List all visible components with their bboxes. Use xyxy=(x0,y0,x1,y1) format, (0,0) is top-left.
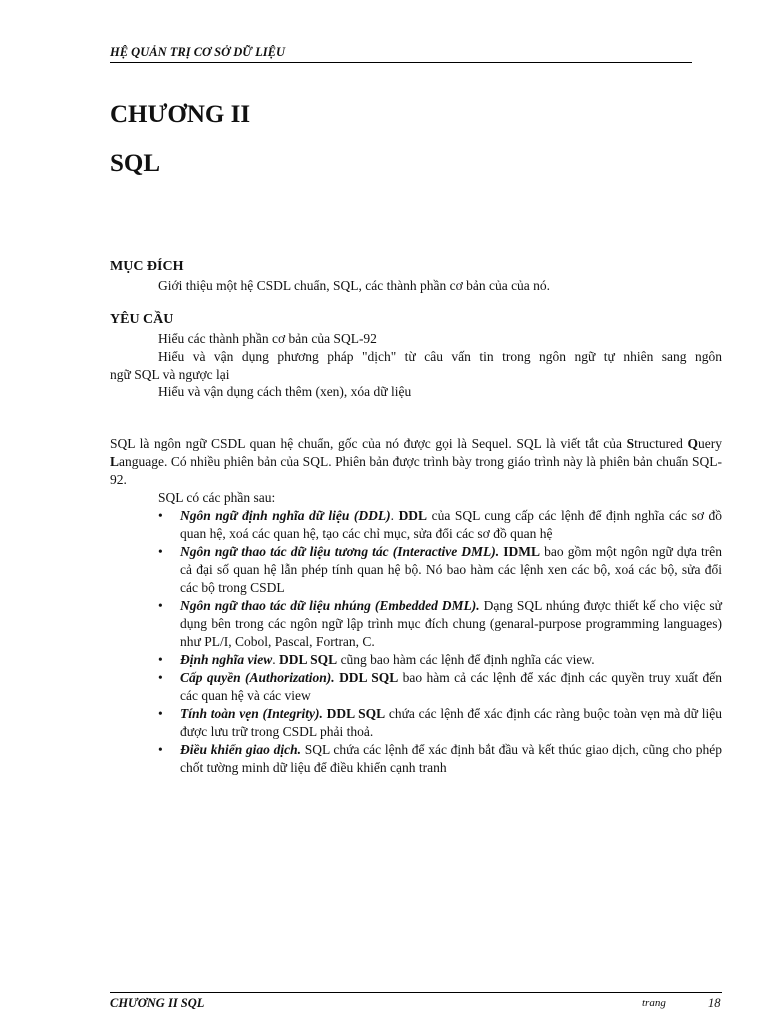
yeu-cau-heading: YÊU CẦU xyxy=(110,312,174,327)
list-item: • Cấp quyền (Authorization). DDL SQL bao hàm cả các lệnh để xác định các quyền truy xuất đến các quan hệ và các view xyxy=(158,670,722,703)
footer-page-label: trang xyxy=(642,997,666,1009)
muc-dich-text: Giới thiệu một hệ CSDL chuẩn, SQL, các thành phần cơ bản của của nó. xyxy=(158,278,551,293)
chapter-number: CHƯƠNG II xyxy=(110,101,251,128)
list-item: • Điều khiển giao dịch. SQL chứa các lệnh để xác định bắt đầu và kết thúc giao dịch, cũng cho phép chốt tường minh dữ liệu để điều khiển cạnh tranh xyxy=(158,742,722,775)
bullet-icon: • xyxy=(158,706,163,721)
bullet-icon: • xyxy=(158,742,163,757)
list-item: • Định nghĩa view. DDL SQL cũng bao hàm các lệnh để định nghĩa các view. xyxy=(158,652,595,667)
bullet-icon: • xyxy=(158,652,163,667)
list-item: • Ngôn ngữ thao tác dữ liệu tương tác (Interactive DML). IDML bao gồm một ngôn ngữ dựa trên cả đại số quan hệ lẫn phép tính quan hệ bộ. Nó bao hàm các lệnh xen các bộ, xoá các bộ, sửa đổi các bộ trong CSDL xyxy=(158,544,723,595)
list-item: • Tính toàn vẹn (Integrity). DDL SQL chứa các lệnh để xác định các ràng buộc toàn vẹn mà dữ liệu được lưu trữ trong CSDL phải thoả. xyxy=(158,706,722,739)
yeu-cau-item: Hiểu và vận dụng phương pháp "dịch" từ câu vấn tin trong ngôn ngữ tự nhiên sang ngôn xyxy=(158,349,722,364)
yeu-cau-item: Hiểu và vận dụng cách thêm (xen), xóa dữ liệu xyxy=(158,384,412,399)
list-item: • Ngôn ngữ thao tác dữ liệu nhúng (Embedded DML). Dạng SQL nhúng được thiết kế cho việc sử dụng bên trong các ngôn ngữ lập trình mục đích chung (genaral-purpose programming languages) như PL/I, Cobol, Pascal, Fortran, C. xyxy=(158,598,722,649)
bullet-icon: • xyxy=(158,508,163,523)
bullet-icon: • xyxy=(158,598,163,613)
sql-components-list xyxy=(158,507,722,777)
chapter-title: SQL xyxy=(110,150,161,177)
bullet-icon: • xyxy=(158,544,163,559)
running-header: HỆ QUẢN TRỊ CƠ SỞ DỮ LIỆU xyxy=(110,45,692,63)
intro-list-lead: SQL có các phần sau: xyxy=(158,490,276,505)
muc-dich-heading: MỤC ĐÍCH xyxy=(110,259,184,274)
page-footer xyxy=(110,992,722,1015)
footer-page-number: 18 xyxy=(708,996,721,1010)
bullet-icon: • xyxy=(158,670,163,685)
list-item: • Ngôn ngữ định nghĩa dữ liệu (DDL). DDL của SQL cung cấp các lệnh để định nghĩa các sơ đồ quan hệ, xoá các quan hệ, tạo các chỉ mục, sửa đổi các sơ đồ quan hệ xyxy=(158,508,722,541)
footer-chapter-title: CHƯƠNG II SQL xyxy=(110,996,205,1010)
intro-paragraph: SQL là ngôn ngữ CSDL quan hệ chuẩn, gốc của nó được gọi là Sequel. SQL là viết tắt của Structured Query Language. Có nhiều phiên bản của SQL. Phiên bản được trình bày trong giáo trình này là phiên bản chuẩn SQL-92. xyxy=(110,436,722,487)
yeu-cau-item: Hiểu các thành phần cơ bản của SQL-92 xyxy=(158,331,377,346)
yeu-cau-item-cont: ngữ SQL và ngược lại xyxy=(110,367,230,382)
